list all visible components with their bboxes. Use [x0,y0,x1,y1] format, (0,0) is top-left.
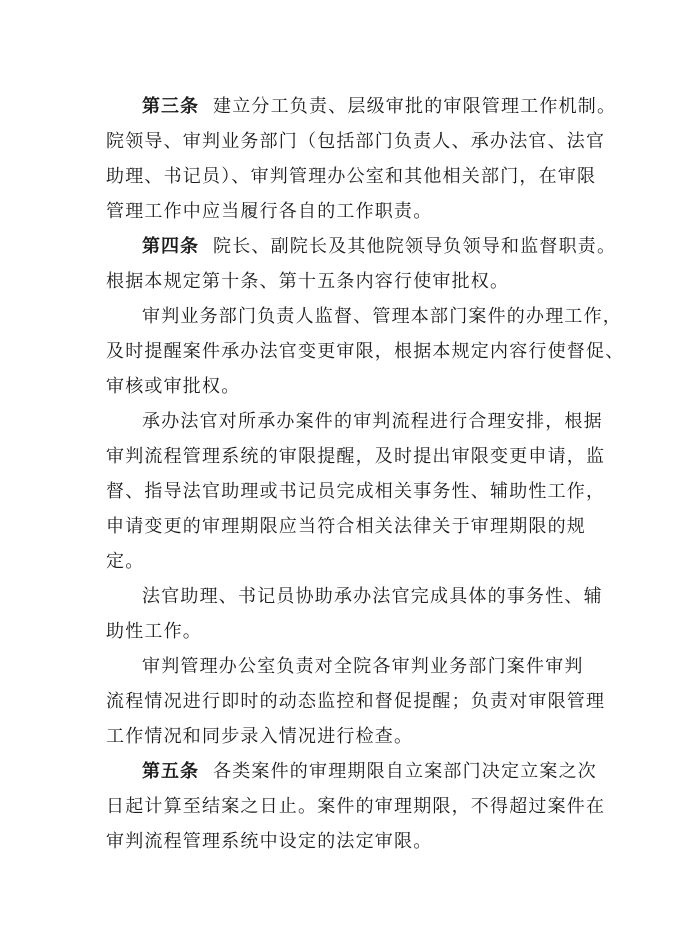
article-3-line-1 [142,90,617,124]
article-4-line-1 [142,230,617,264]
article-5-line-1 [142,755,597,789]
article-4-p3-line-5: 定。 [106,551,145,572]
article-3-line-2: 院领导、审判业务部门（包括部门负责人、承办法官、法官 [106,131,606,152]
article-3-line-3: 助理、书记员）、审判管理办公室和其他相关部门，在审限 [106,166,597,187]
article-4-text: 院长、副院长及其他院领导负领导和监督职责。 [213,236,617,257]
article-4-p3-line-3: 督、指导法官助理或书记员完成相关事务性、辅助性工作， [106,481,606,502]
article-5-line-3: 审判流程管理系统中设定的法定审限。 [106,831,433,852]
article-4-line-2: 根据本规定第十条、第十五条内容行使审批权。 [106,271,510,292]
article-4-heading: 第四条 [142,236,199,257]
article-4-p3-line-1: 承办法官对所承办案件的审判流程进行合理安排，根据 [142,411,603,432]
article-5-line-2: 日起计算至结案之日止。案件的审理期限，不得超过案件在 [106,796,606,817]
article-3-line-4: 管理工作中应当履行各自的工作职责。 [106,201,433,222]
article-4-p5-line-2: 流程情况进行即时的动态监控和督促提醒；负责对审限管理 [106,691,606,712]
article-4-p4-line-1: 法官助理、书记员协助承办法官完成具体的事务性、辅 [142,586,603,607]
article-5-heading: 第五条 [142,761,199,782]
article-4-p3-line-2: 审判流程管理系统的审限提醒，及时提出审限变更申请，监 [106,446,606,467]
article-4-p3-line-4: 申请变更的审理期限应当符合相关法律关于审理期限的规 [106,516,586,537]
article-3-heading: 第三条 [142,96,199,117]
article-4-p2-line-3: 审核或审批权。 [106,376,241,397]
article-4-p5-line-3: 工作情况和同步录入情况进行检查。 [106,726,414,747]
article-5-text: 各类案件的审理期限自立案部门决定立案之次 [213,761,597,782]
article-4-p2-line-1: 审判业务部门负责人监督、管理本部门案件的办理工作， [142,306,622,327]
article-4-p4-line-2: 助性工作。 [106,621,202,642]
article-4-p5-line-1: 审判管理办公室负责对全院各审判业务部门案件审判 [142,656,584,677]
article-4-p2-line-2: 及时提醒案件承办法官变更审限，根据本规定内容行使督促、 [106,341,625,362]
article-3-text: 建立分工负责、层级审批的审限管理工作机制。 [213,96,617,117]
